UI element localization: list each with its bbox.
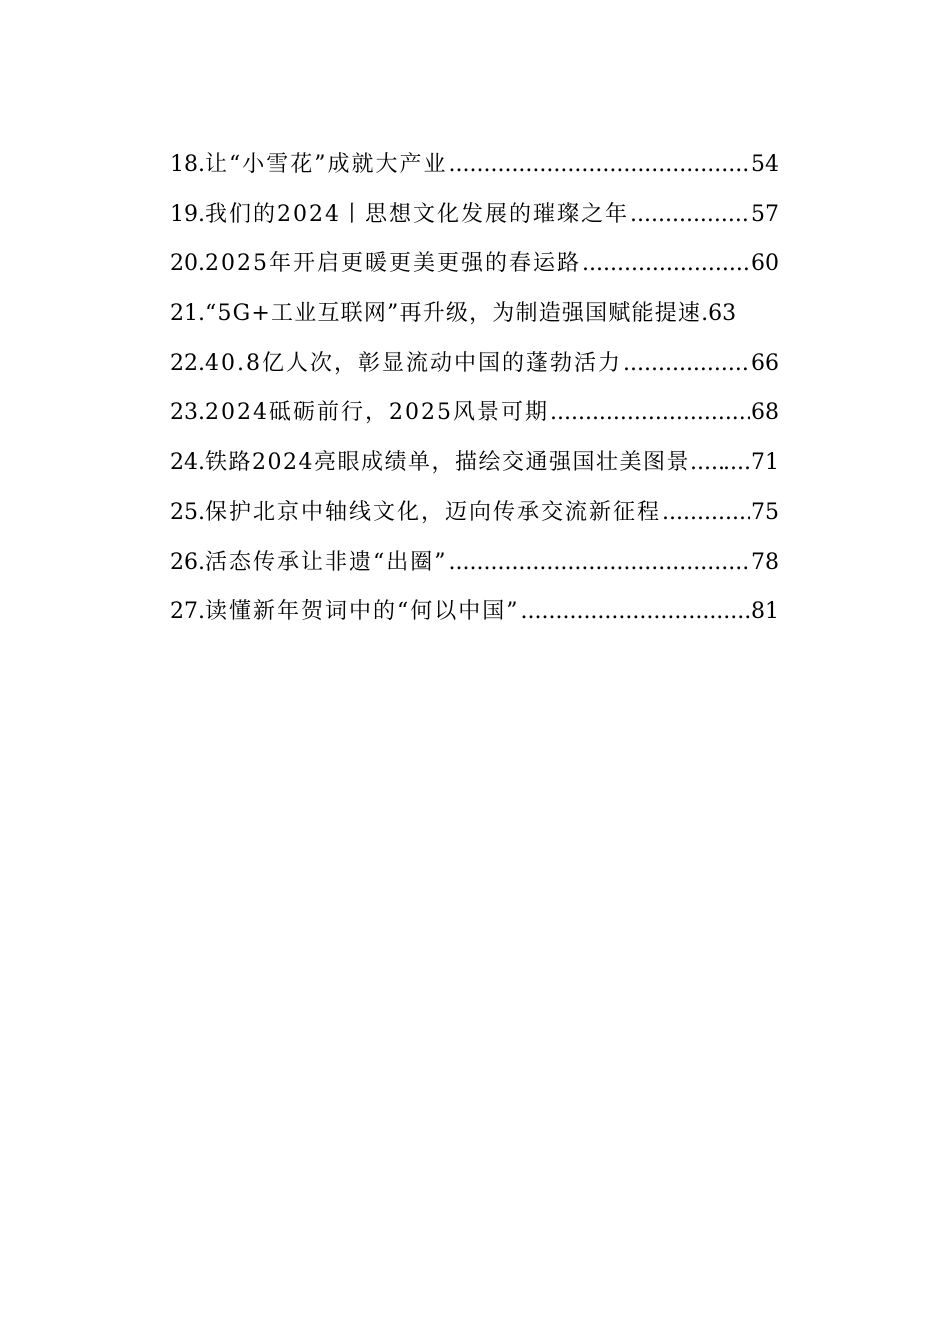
toc-entry-number: 26. — [170, 549, 205, 575]
toc-dot-leader — [550, 388, 750, 438]
toc-dot-leader — [662, 488, 750, 538]
toc-entry-title: 2024砥砺前行，2025风景可期 — [205, 400, 549, 426]
toc-entry-23[interactable] — [170, 388, 779, 438]
toc-entry-number: 25. — [170, 499, 205, 525]
toc-entry-25[interactable] — [170, 488, 779, 538]
toc-entry-title: 读懂新年贺词中的“何以中国” — [205, 599, 520, 625]
toc-entry-22[interactable] — [170, 339, 779, 389]
toc-dot-leader — [449, 538, 751, 588]
toc-dot-leader — [690, 438, 723, 488]
toc-entry-title: 铁路2024亮眼成绩单，描绘交通强国壮美图景 — [205, 450, 690, 476]
toc-dot-leader — [630, 190, 750, 240]
toc-entry-title: 保护北京中轴线文化，迈向传承交流新征程 — [205, 499, 662, 525]
toc-entry-page: 60 — [751, 251, 779, 277]
toc-entry-page: 68 — [751, 400, 779, 426]
toc-entry-page: 81 — [751, 599, 779, 625]
toc-dot-leader — [582, 239, 750, 289]
toc-entry-27[interactable] — [170, 587, 779, 637]
toc-entry-18[interactable] — [170, 140, 779, 190]
toc-entry-page: 54 — [751, 152, 779, 177]
toc-dot-leader — [623, 339, 750, 389]
toc-entry-page: 66 — [751, 350, 779, 376]
toc-entry-title: “5G+工业互联网”再升级，为制造强国赋能提速 — [205, 301, 702, 327]
toc-entry-page: ....71 — [723, 450, 779, 476]
toc-entry-page: .63 — [701, 301, 737, 327]
toc-entry-number: 19. — [170, 201, 205, 227]
toc-entry-number: 27. — [170, 599, 205, 625]
toc-dot-leader — [449, 140, 751, 190]
toc-entry-title: 让“小雪花”成就大产业 — [205, 152, 448, 177]
toc-entry-21[interactable] — [170, 289, 779, 339]
toc-entry-number: 21. — [170, 301, 205, 327]
table-of-contents — [170, 140, 779, 637]
toc-entry-page: 75 — [751, 499, 779, 525]
toc-entry-title: 活态传承让非遗“出圈” — [205, 549, 448, 575]
toc-dot-leader — [521, 587, 751, 637]
toc-entry-number: 23. — [170, 400, 205, 426]
toc-entry-title: 2025年开启更暖更美更强的春运路 — [205, 251, 581, 277]
toc-entry-title: 我们的2024丨思想文化发展的璀璨之年 — [205, 201, 629, 227]
toc-entry-19[interactable] — [170, 190, 779, 240]
toc-entry-26[interactable] — [170, 538, 779, 588]
toc-entry-title: 40.8亿人次，彰显流动中国的蓬勃活力 — [205, 350, 622, 376]
toc-entry-number: 24. — [170, 450, 205, 476]
toc-entry-page: 78 — [751, 549, 779, 575]
toc-entry-number: 22. — [170, 350, 205, 376]
toc-entry-24[interactable] — [170, 438, 779, 488]
toc-entry-number: 20. — [170, 251, 205, 277]
toc-entry-number: 18. — [170, 152, 205, 177]
toc-entry-20[interactable] — [170, 239, 779, 289]
toc-entry-page: 57 — [751, 201, 779, 227]
